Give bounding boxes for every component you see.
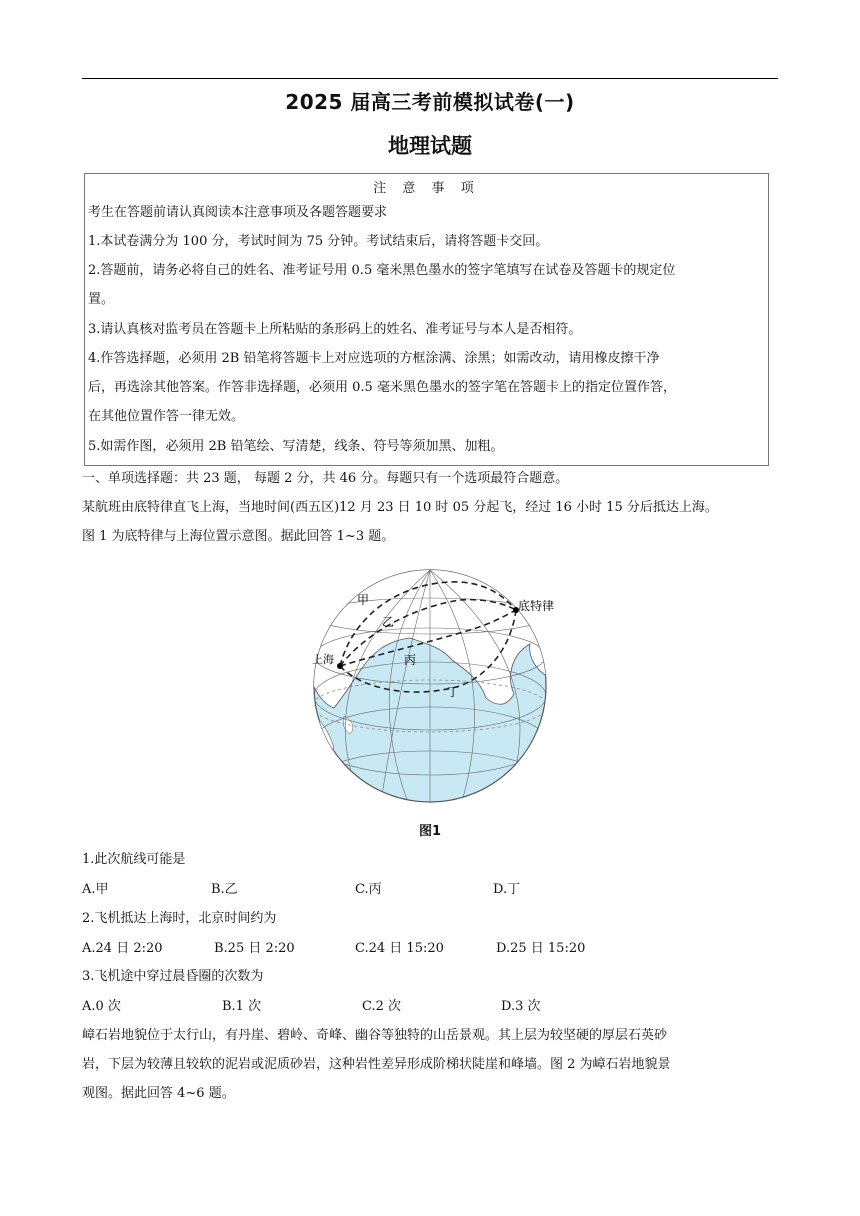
option: D.25 日 15:20 [496, 941, 586, 956]
route-label-yi: 乙 [382, 615, 395, 629]
question-stem: 3.飞机途中穿过晨昏圈的次数为 [82, 969, 264, 984]
option: D.3 次 [501, 999, 541, 1014]
passage-line: 图 1 为底特律与上海位置示意图。据此回答 1~3 题。 [82, 529, 395, 544]
option: B.25 日 2:20 [214, 941, 295, 956]
globe-map [300, 558, 560, 818]
option: C.丙 [355, 882, 382, 897]
notice-line: 1.本试卷满分为 100 分，考试时间为 75 分钟。考试结束后，请将答题卡交回。 [88, 234, 549, 249]
exam-title: 2025 届高三考前模拟试卷(一) [285, 90, 575, 114]
shanghai-point [337, 663, 343, 669]
notice-line: 考生在答题前请认真阅读本注意事项及各题答题要求 [88, 205, 388, 220]
globe-figure [300, 558, 560, 818]
section-heading: 一、单项选择题：共 23 题， 每题 2 分，共 46 分。每题只有一个选项最符合题意。 [82, 471, 569, 486]
option: A.甲 [82, 882, 109, 897]
notice-heading: 注 意 事 项 [373, 181, 480, 196]
option: A.24 日 2:20 [82, 941, 163, 956]
route-label-ding: 丁 [447, 685, 460, 699]
route-label-bing: 丙 [404, 653, 417, 667]
figure-caption: 图1 [418, 824, 442, 839]
question-stem: 2.飞机抵达上海时，北京时间约为 [82, 911, 277, 926]
option: C.2 次 [362, 999, 402, 1014]
notice-line: 后，再选涂其他答案。作答非选择题，必须用 0.5 毫米黑色墨水的签字笔在答题卡上的指定位置作答， [88, 380, 676, 395]
passage-line: 观图。据此回答 4~6 题。 [82, 1086, 235, 1101]
passage-line: 岩，下层为较薄且较软的泥岩或泥质砂岩，这种岩性差异形成阶梯状陡崖和峰墙。图 2 为嶂石岩地貌景 [82, 1057, 671, 1072]
notice-line: 置。 [88, 292, 115, 307]
shanghai-label: 上海 [312, 653, 334, 666]
notice-line: 在其他位置作答一律无效。 [88, 409, 245, 424]
notice-line: 3.请认真核对监考员在答题卡上所粘贴的条形码上的姓名、准考证号与本人是否相符。 [88, 322, 582, 337]
option: D.丁 [493, 882, 521, 897]
notice-box [84, 173, 769, 466]
passage-line: 嶂石岩地貌位于太行山，有丹崖、碧岭、奇峰、幽谷等独特的山岳景观。其上层为较坚硬的厚层石英砂 [82, 1028, 668, 1043]
question-stem: 1.此次航线可能是 [82, 852, 186, 867]
header-rule [82, 78, 778, 79]
passage-line: 某航班由底特律直飞上海，当地时间(西五区)12 月 23 日 10 时 05 分起飞，经过 16 小时 15 分后抵达上海。 [82, 500, 718, 515]
notice-line: 4.作答选择题，必须用 2B 铅笔将答题卡上对应选项的方框涂满、涂黑；如需改动，请用橡皮擦干净 [88, 351, 660, 366]
notice-line: 5.如需作图，必须用 2B 铅笔绘、写清楚，线条、符号等须加黑、加粗。 [88, 439, 504, 454]
detroit-label: 底特律 [518, 599, 555, 613]
route-label-jia: 甲 [357, 593, 370, 607]
option: B.1 次 [222, 999, 262, 1014]
option: B.乙 [211, 882, 238, 897]
option: C.24 日 15:20 [355, 941, 444, 956]
notice-line: 2.答题前，请务必将自己的姓名、准考证号用 0.5 毫米黑色墨水的签字笔填写在试卷及答题卡的规定位 [88, 263, 676, 278]
option: A.0 次 [82, 999, 121, 1014]
exam-subject: 地理试题 [388, 134, 472, 158]
